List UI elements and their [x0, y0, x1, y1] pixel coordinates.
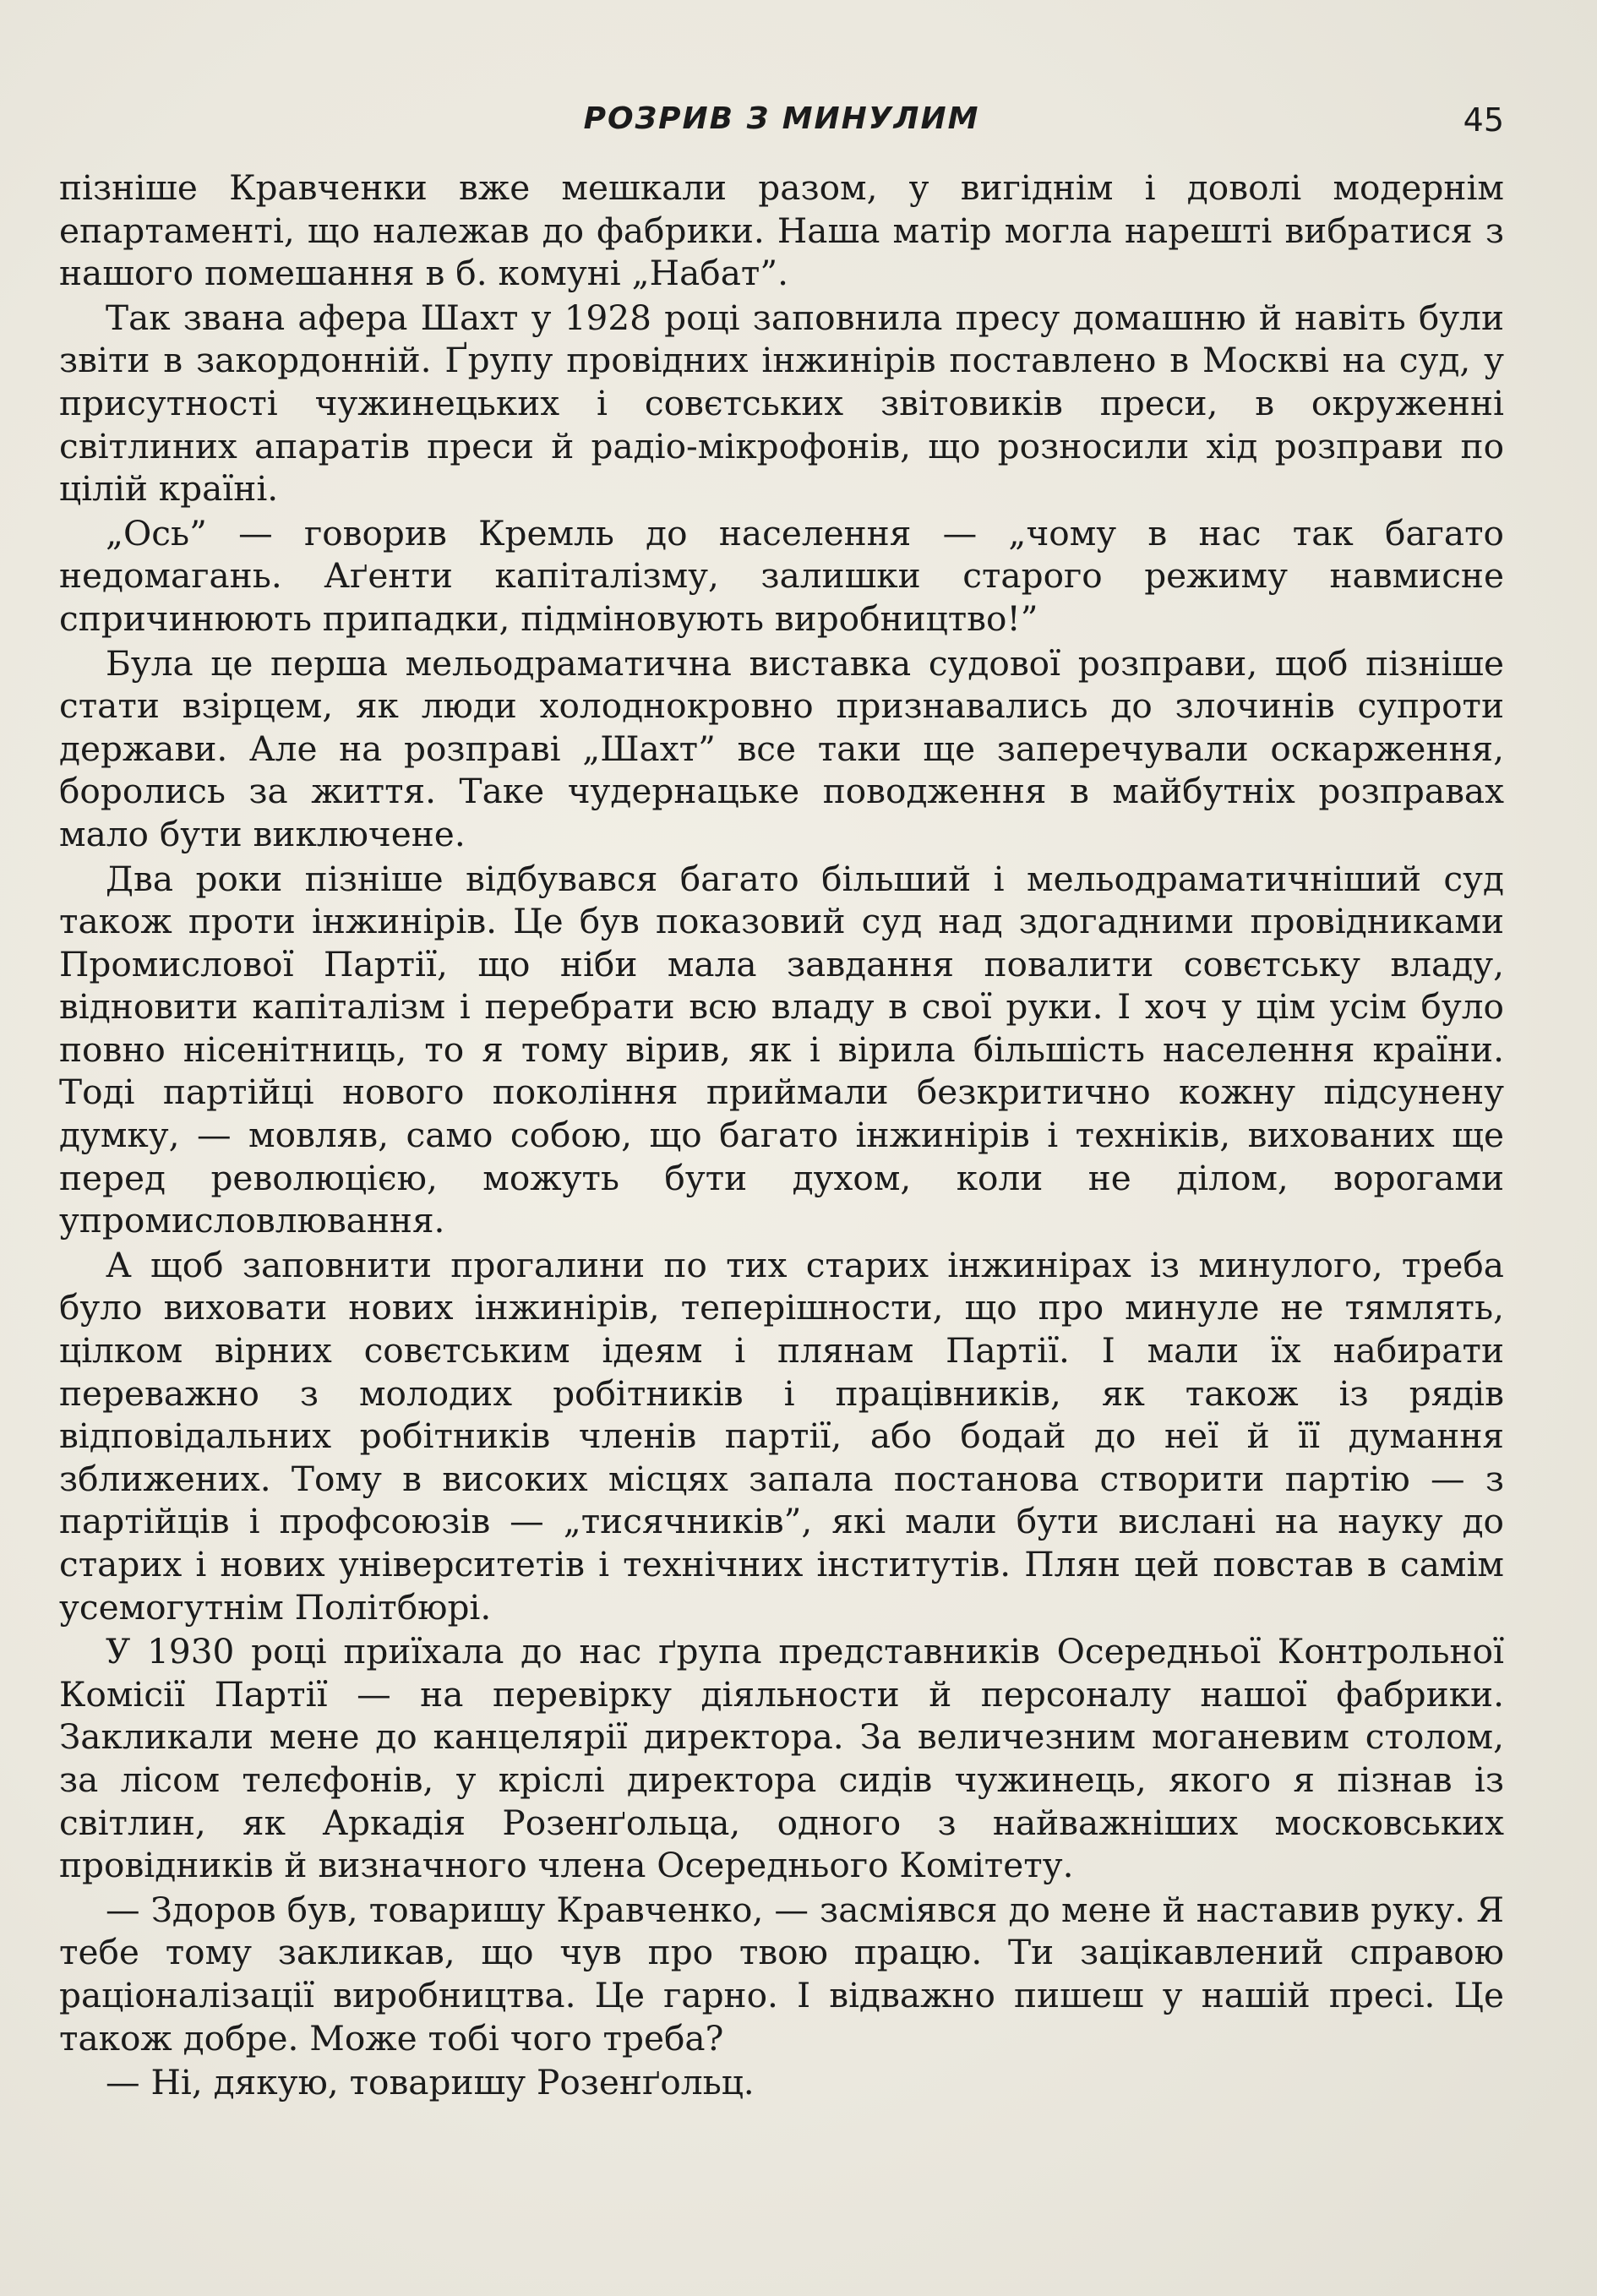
- paragraph-continuation: пізніше Кравченки вже мешкали разом, у вигіднім і доволі модернім епартаменті, що належав до фабрики. Наша матір могла нарешті вибратися з нашого помешання в б. комуні „Набат”.: [59, 167, 1504, 294]
- paragraph-dialogue-greeting: — Здоров був, товаришу Кравченко, — засміявся до мене й наставив руку. Я тебе тому закликав, що чув про твою працю. Ти зацікавлений справою раціоналізації виробництва. Це гарно. І відважно пишеш у нашій пресі. Це також добре. Може тобі чого треба?: [59, 1889, 1504, 2059]
- body-text: [59, 166, 1504, 2106]
- paragraph-industrial-party: Два роки пізніше відбувався багато більший і мельодраматичніший суд також проти інжинірів. Це був показовий суд над здогадними провідниками Промислової Партії, що ніби мала завдання повалити совєтську владу, відновити капіталізм і перебрати всю владу в свої руки. І хоч у цім усім було повно нісенітниць, то я тому вірив, як і вірила більшість населення країни. Тоді партійці нового покоління приймали безкритично кожну підсунену думку, — мовляв, само собою, що багато інжинірів і техніків, вихованих ще перед революцією, можуть бути духом, коли не ділом, ворогами упромисловлювання.: [59, 858, 1504, 1241]
- paragraph-control-commission: У 1930 році приїхала до нас ґрупа представників Осередньої Контрольної Комісії Партії — на перевірку діяльности й персоналу нашої фабрики. Закликали мене до канцелярії директора. За величезним моганевим столом, за лісом телєфонів, у кріслі директора сидів чужинець, якого я пізнав із світлин, як Аркадія Розенґольца, одного з найважніших московських провідників й визначного члена Осереднього Комітету.: [59, 1631, 1504, 1886]
- paragraph-shakhty-affair: Так звана афера Шахт у 1928 році заповнила пресу домашню й навіть були звіти в закордонній. Ґрупу провідних інжинірів поставлено в Москві на суд, у присутності чужинецьких і совєтських звітовиків преси, в окруженні світлиних апаратів преси й радіо-мікрофонів, що розносили хід розправи по цілій країні.: [59, 297, 1504, 510]
- paragraph-melodrama-trial: Була це перша мельодраматична виставка судової розправи, щоб пізніше стати взірцем, як люди холоднокровно признавались до злочинів супроти держави. Але на розправі „Шахт” все таки ще заперечували оскарження, боролись за життя. Таке чудернацьке поводження в майбутніх розправах мало бути виключене.: [59, 642, 1504, 854]
- page-number: 45: [1463, 101, 1504, 139]
- page-header: [59, 101, 1504, 152]
- paragraph-dialogue-reply: — Ні, дякую, товаришу Розенґольц.: [106, 2062, 755, 2103]
- running-title: РОЗРИВ З МИНУЛИМ: [583, 101, 980, 136]
- paragraph-new-engineers: А щоб заповнити прогалини по тих старих інжинірах із минулого, треба було виховати нових інжинірів, теперішности, що про минуле не тямлять, цілком вірних совєтським ідеям і плянам Партії. І мали їх набирати переважно з молодих робітників і працівників, як також із рядів відповідальних робітників членів партії, або бодай до неї й її думання зближених. Тому в високих місцях запала постанова створити партію — з партійців і профсоюзів — „тисячників”, які мали бути вислані на науку до старих і нових університетів і технічних інститутів. Плян цей повстав в самім усемогутнім Політбюрі.: [59, 1244, 1504, 1628]
- paragraph-kremlin-quote: „Ось” — говорив Кремль до населення — „чому в нас так багато недомагань. Аґенти капіталізму, залишки старого режиму навмисне спричинюють припадки, підміновують виробництво!”: [59, 512, 1504, 639]
